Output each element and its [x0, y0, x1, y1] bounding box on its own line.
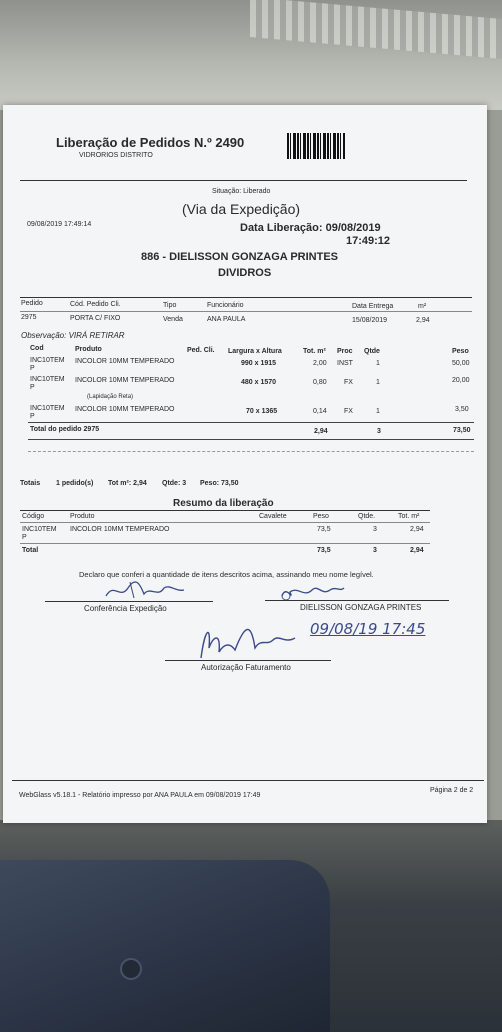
footer-right: Página 2 de 2 — [430, 787, 474, 794]
col-m2: m² — [418, 303, 427, 310]
header-divider — [20, 180, 467, 181]
resumo-total-qtde: 3 — [373, 547, 377, 554]
resumo-col-produto: Produto — [70, 513, 95, 520]
item-produto: INCOLOR 10MM TEMPERADO — [75, 377, 175, 384]
item-tot: 0,14 — [313, 408, 327, 415]
resumo-codigo-suffix: P — [22, 534, 27, 541]
conferencia-line — [45, 601, 213, 602]
total-pedido-label: Total do pedido 2975 — [30, 426, 100, 433]
resumo-tot: 2,94 — [410, 526, 424, 533]
order-table-divider — [20, 311, 472, 312]
total-m2: 2,94 — [314, 428, 328, 435]
item-dims: 990 x 1915 — [241, 360, 277, 367]
col-data-entrega: Data Entrega — [352, 303, 394, 310]
cliente-name: DIELISSON GONZAGA PRINTES — [300, 603, 422, 612]
totais-qtde: Qtde: 3 — [162, 480, 187, 487]
item-peso: 50,00 — [452, 360, 470, 367]
resumo-col-tot: Tot. m² — [398, 513, 420, 520]
resumo-col-cavalete: Cavalete — [259, 513, 287, 520]
resumo-total-line — [20, 543, 430, 544]
items-col-tot: Tot. m² — [303, 348, 326, 355]
cliente-line — [265, 600, 449, 601]
value-pedido: 2975 — [21, 314, 37, 321]
resumo-title: Resumo da liberação — [173, 498, 274, 509]
handwritten-date: 09/08/19 17:45 — [310, 620, 426, 638]
item-cod: INC10TEM — [30, 376, 65, 383]
resumo-col-qtde: Qtde. — [358, 513, 376, 520]
situacao-text: Situação: Liberado — [212, 188, 271, 195]
value-cod-pedido: PORTA C/ FIXO — [70, 315, 121, 322]
section-divider — [28, 451, 474, 452]
item-dims: 70 x 1365 — [246, 408, 278, 415]
print-datetime: 09/08/2019 17:49:14 — [27, 221, 92, 228]
autorizacao-line — [165, 660, 331, 661]
conferencia-signature — [100, 578, 190, 602]
item-proc: INST — [337, 360, 353, 367]
data-liberacao: Data Liberação: 09/08/2019 — [240, 222, 381, 234]
resumo-col-codigo: Código — [22, 513, 45, 520]
value-tipo: Venda — [163, 316, 183, 323]
item-peso: 3,50 — [455, 406, 469, 413]
hora-liberacao: 17:49:12 — [346, 235, 391, 247]
via-text: (Via da Expedição) — [182, 201, 301, 217]
resumo-peso: 73,5 — [317, 526, 331, 533]
item-produto: INCOLOR 10MM TEMPERADO — [75, 406, 175, 413]
value-funcionario: ANA PAULA — [207, 316, 246, 323]
item-cod: INC10TEM — [30, 357, 65, 364]
items-col-qtde: Qtde — [364, 348, 380, 355]
items-col-produto: Produto — [75, 346, 102, 353]
item-cod: INC10TEM — [30, 405, 65, 412]
resumo-top-line — [20, 510, 430, 511]
observacao: Observação: VIRÁ RETIRAR — [21, 331, 125, 340]
item-dims: 480 x 1570 — [241, 379, 277, 386]
totais-peso: Peso: 73,50 — [200, 480, 239, 487]
total-qtde: 3 — [377, 428, 381, 435]
item-qtde: 1 — [376, 379, 380, 386]
footer-left: WebGlass v5.18.1 - Relatório impresso por ANA PAULA em 09/08/2019 17:49 — [19, 792, 261, 799]
resumo-total-tot: 2,94 — [410, 547, 424, 554]
client-line: 886 - DIELISSON GONZAGA PRINTES — [141, 251, 339, 263]
items-total-line — [28, 422, 474, 423]
item-tot: 2,00 — [313, 360, 327, 367]
resumo-qtde: 3 — [373, 526, 377, 533]
items-col-cod: Cod — [30, 345, 44, 352]
col-cod-pedido: Cód. Pedido Cli. — [70, 301, 121, 308]
items-bottom-line — [28, 439, 474, 440]
total-peso: 73,50 — [453, 427, 471, 434]
item-produto: INCOLOR 10MM TEMPERADO — [75, 358, 175, 365]
item-proc: FX — [344, 379, 353, 386]
items-col-proc: Proc — [337, 348, 353, 355]
resumo-produto: INCOLOR 10MM TEMPERADO — [70, 526, 170, 533]
items-col-dims: Largura x Altura — [228, 348, 282, 355]
company-name: VIDRORIOS DISTRITO — [79, 152, 153, 159]
items-col-pedcli: Ped. Cli. — [187, 347, 215, 354]
item-cod-suffix: P — [30, 413, 35, 420]
footer-line — [12, 780, 484, 781]
totais-m2: Tot m²: 2,94 — [108, 480, 147, 487]
item-note: (Lapidação Reta) — [87, 394, 134, 400]
col-pedido: Pedido — [21, 300, 43, 307]
resumo-col-peso: Peso — [313, 513, 329, 520]
item-tot: 0,80 — [313, 379, 327, 386]
item-cod-suffix: P — [30, 365, 35, 372]
cloth-button — [120, 958, 142, 980]
value-m2: 2,94 — [416, 317, 430, 324]
autorizacao-label: Autorização Faturamento — [201, 663, 291, 672]
totais-label: Totais — [20, 480, 41, 487]
value-data-entrega: 15/08/2019 — [352, 317, 388, 324]
totais-pedidos: 1 pedido(s) — [56, 480, 94, 487]
item-cod-suffix: P — [30, 384, 35, 391]
item-qtde: 1 — [376, 360, 380, 367]
order-table-top — [20, 297, 472, 298]
item-peso: 20,00 — [452, 377, 470, 384]
item-proc: FX — [344, 408, 353, 415]
barcode — [287, 133, 345, 159]
resumo-codigo: INC10TEM — [22, 526, 57, 533]
resumo-total-peso: 73,5 — [317, 547, 331, 554]
resumo-total-label: Total — [22, 547, 39, 554]
col-funcionario: Funcionário — [207, 302, 244, 309]
declaracao-text: Declaro que conferi a quantidade de itens descritos acima, assinando meu nome legível. — [79, 570, 374, 579]
item-qtde: 1 — [376, 408, 380, 415]
autorizacao-signature — [195, 618, 305, 664]
items-col-peso: Peso — [452, 348, 469, 355]
background-cloth — [0, 860, 330, 1032]
client-sub: DIVIDROS — [218, 267, 272, 279]
col-tipo: Tipo — [163, 302, 177, 309]
conferencia-label: Conferência Expedição — [84, 604, 167, 613]
resumo-divider — [20, 522, 430, 523]
document-title: Liberação de Pedidos N.º 2490 — [56, 135, 245, 150]
